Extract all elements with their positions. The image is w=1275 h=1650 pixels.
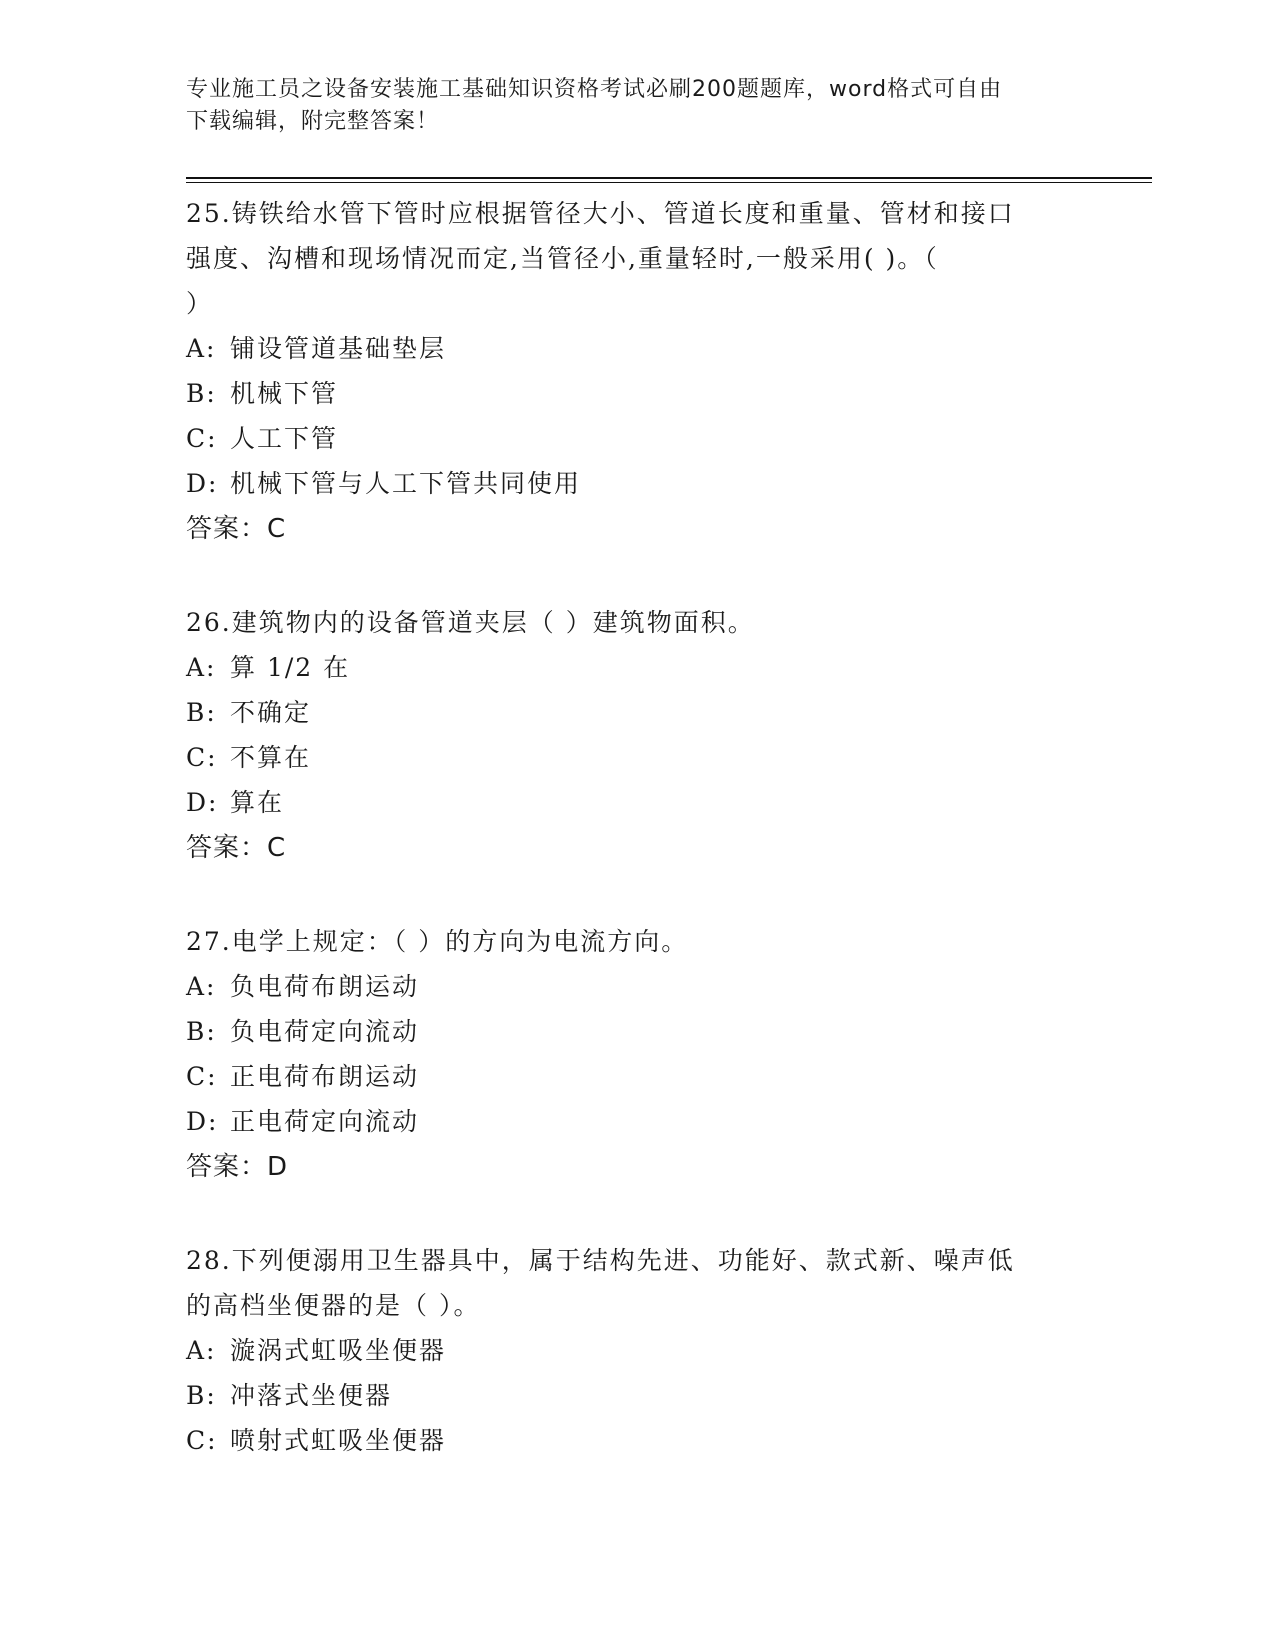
option-letter: D: bbox=[186, 469, 219, 498]
option-text: 漩涡式虹吸坐便器 bbox=[230, 1336, 447, 1365]
option-letter: A: bbox=[186, 972, 217, 1001]
option-text: 不算在 bbox=[230, 743, 312, 772]
option-text: 算在 bbox=[230, 788, 285, 817]
option-d bbox=[186, 461, 1086, 506]
option-letter: A: bbox=[186, 1336, 217, 1365]
option-c bbox=[186, 1418, 1086, 1463]
option-a bbox=[186, 964, 1086, 1009]
option-a bbox=[186, 645, 1086, 690]
option-letter: D: bbox=[186, 788, 219, 817]
option-letter: A: bbox=[186, 334, 217, 363]
option-b bbox=[186, 371, 1086, 416]
option-text: 喷射式虹吸坐便器 bbox=[230, 1426, 447, 1455]
option-text: 不确定 bbox=[230, 698, 312, 727]
option-c bbox=[186, 1054, 1086, 1099]
option-letter: B: bbox=[186, 1017, 217, 1046]
option-b bbox=[186, 1009, 1086, 1054]
question-stem-line: ） bbox=[186, 289, 214, 318]
option-a bbox=[186, 1328, 1086, 1373]
header-divider-bottom bbox=[186, 182, 1152, 183]
option-d bbox=[186, 780, 1086, 825]
option-text: 人工下管 bbox=[230, 424, 339, 453]
question-stem-line: 25.铸铁给水管下管时应根据管径大小、管道长度和重量、管材和接口 bbox=[186, 199, 1015, 228]
question-26 bbox=[186, 600, 1086, 871]
option-text: 机械下管 bbox=[230, 379, 339, 408]
option-a bbox=[186, 326, 1086, 371]
option-text: 正电荷布朗运动 bbox=[230, 1062, 420, 1091]
question-stem-line: 强度、沟槽和现场情况而定,当管径小,重量轻时,一般采用( )。（ bbox=[186, 244, 939, 273]
question-28 bbox=[186, 1238, 1086, 1463]
question-25 bbox=[186, 191, 1086, 552]
question-stem-line: 28.下列便溺用卫生器具中，属于结构先进、功能好、款式新、噪声低 bbox=[186, 1246, 1015, 1275]
header-divider-top bbox=[186, 177, 1152, 179]
question-stem-line: 26.建筑物内的设备管道夹层（ ）建筑物面积。 bbox=[186, 608, 755, 637]
answer-label: 答案：C bbox=[186, 514, 287, 544]
option-text: 负电荷定向流动 bbox=[230, 1017, 420, 1046]
option-letter: C: bbox=[186, 424, 218, 453]
option-b bbox=[186, 690, 1086, 735]
header-line-2: 下载编辑，附完整答案！ bbox=[186, 109, 440, 134]
option-text: 冲落式坐便器 bbox=[230, 1381, 393, 1410]
option-letter: B: bbox=[186, 379, 217, 408]
document-header bbox=[186, 74, 1066, 138]
answer-label: 答案：D bbox=[186, 1152, 289, 1182]
question-27 bbox=[186, 919, 1086, 1190]
option-d bbox=[186, 1099, 1086, 1144]
header-line-1: 专业施工员之设备安装施工基础知识资格考试必刷200题题库，word格式可自由 bbox=[186, 77, 1003, 102]
option-b bbox=[186, 1373, 1086, 1418]
option-c bbox=[186, 416, 1086, 461]
option-letter: B: bbox=[186, 1381, 217, 1410]
option-text: 负电荷布朗运动 bbox=[230, 972, 420, 1001]
option-letter: C: bbox=[186, 1062, 218, 1091]
option-letter: B: bbox=[186, 698, 217, 727]
option-letter: C: bbox=[186, 743, 218, 772]
option-letter: A: bbox=[186, 653, 217, 682]
option-text: 算 1/2 在 bbox=[230, 653, 351, 682]
option-letter: D: bbox=[186, 1107, 219, 1136]
option-letter: C: bbox=[186, 1426, 218, 1455]
answer-label: 答案：C bbox=[186, 833, 287, 863]
question-stem-line: 27.电学上规定：（ ）的方向为电流方向。 bbox=[186, 927, 689, 956]
question-stem-line: 的高档坐便器的是（ ）。 bbox=[186, 1291, 481, 1320]
option-c bbox=[186, 735, 1086, 780]
question-list bbox=[186, 191, 1086, 1511]
option-text: 机械下管与人工下管共同使用 bbox=[230, 469, 582, 498]
option-text: 铺设管道基础垫层 bbox=[230, 334, 447, 363]
option-text: 正电荷定向流动 bbox=[230, 1107, 420, 1136]
